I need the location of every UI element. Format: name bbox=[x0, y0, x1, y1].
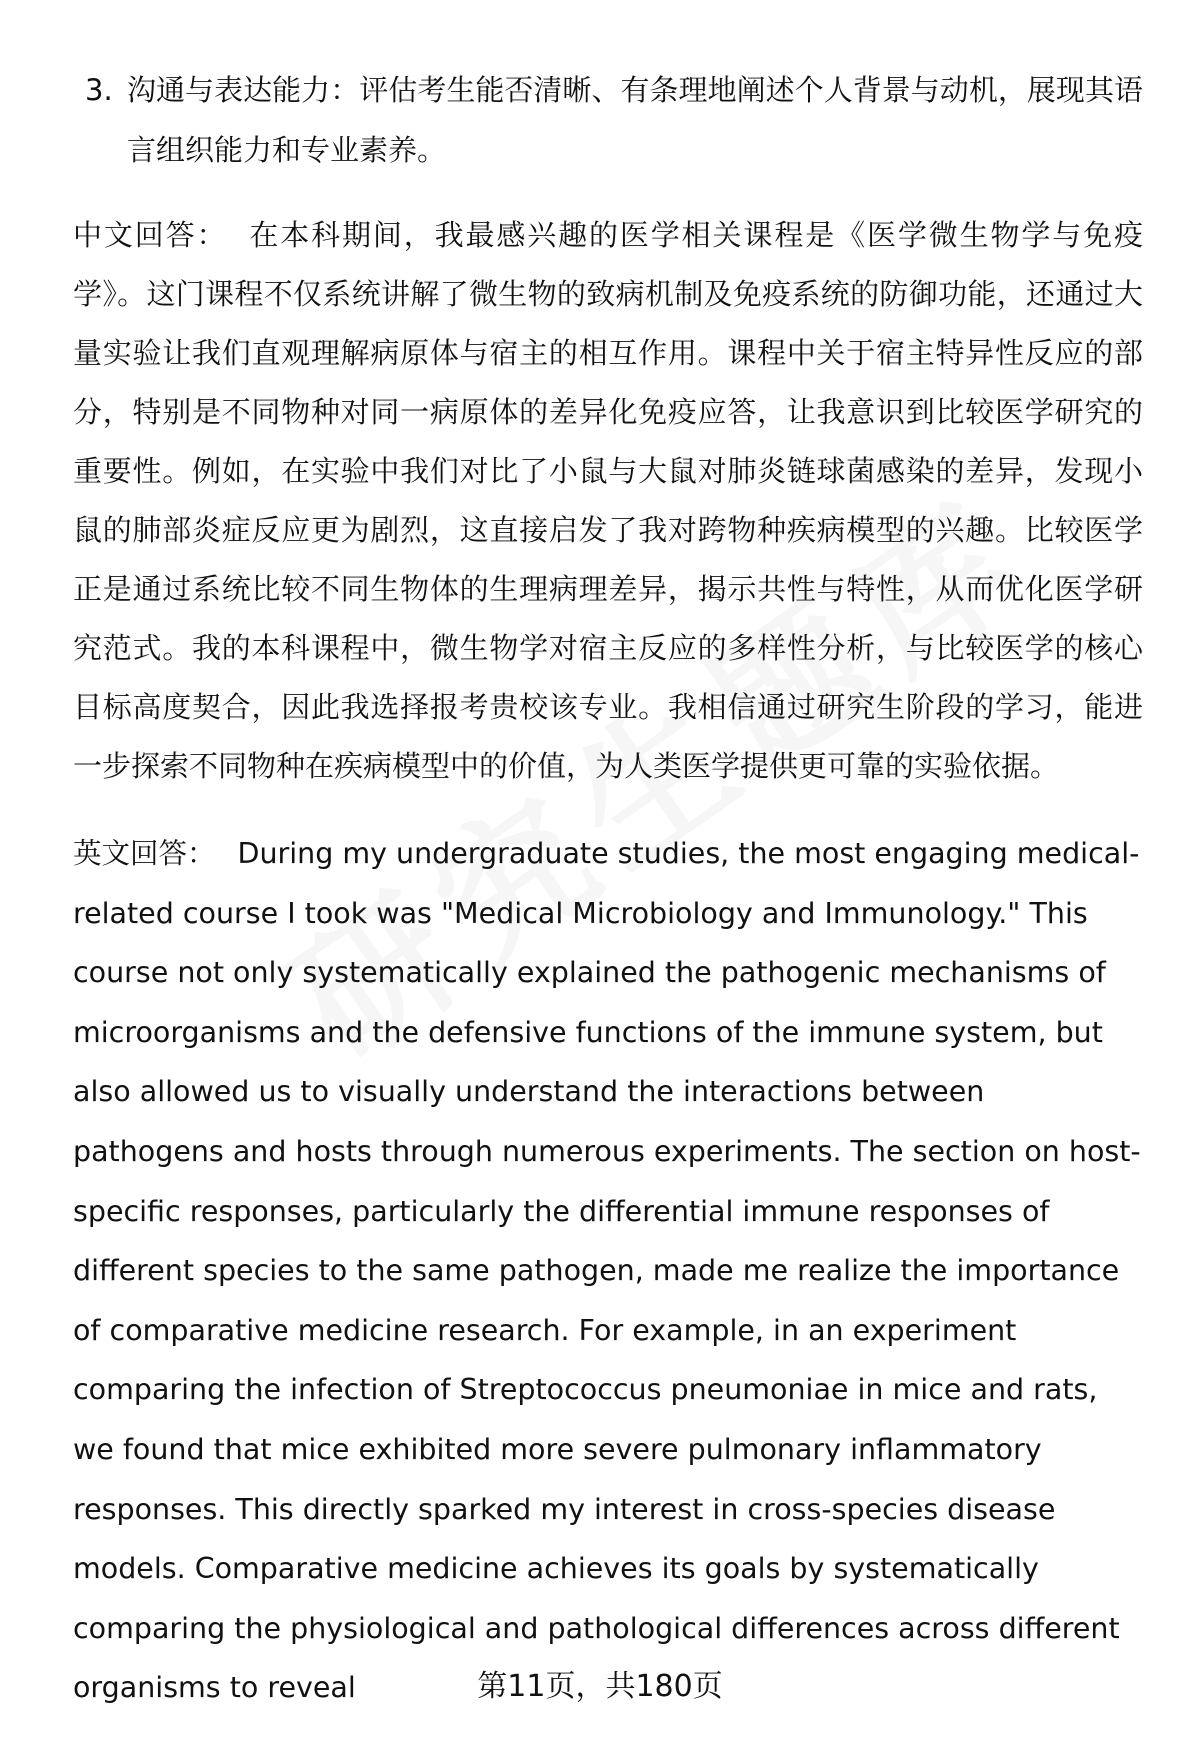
page-content bbox=[73, 60, 1143, 1718]
chinese-answer-text: 在本科期间，我最感兴趣的医学相关课程是《医学微生物学与免疫学》。这门课程不仅系统讲解了微生物的致病机制及免疫系统的防御功能，还通过大量实验让我们直观理解病原体与宿主的相互作用。课程中关于宿主特异性反应的部分，特别是不同物种对同一病原体的差异化免疫应答，让我意识到比较医学研究的重要性。例如，在实验中我们对比了小鼠与大鼠对肺炎链球菌感染的差异，发现小鼠的肺部炎症反应更为剧烈，这直接启发了我对跨物种疾病模型的兴趣。比较医学正是通过系统比较不同生物体的生理病理差异，揭示共性与特性，从而优化医学研究范式。我的本科课程中，微生物学对宿主反应的多样性分析，与比较医学的核心目标高度契合，因此我选择报考贵校该专业。我相信通过研究生阶段的学习，能进一步探索不同物种在疾病模型中的价值，为人类医学提供更可靠的实验依据。 bbox=[73, 218, 1143, 783]
english-answer-text: During my undergraduate studies, the most engaging medical-related course I took was "Medical Microbiology and Immunology." This course not only systematically explained the pathogenic mechanisms of microorganisms and the defensive functions of the immune system, but also allowed us to visually understand the interactions between pathogens and hosts through numerous experiments. The section on host-specific responses, particularly the differential immune responses of different species to the same pathogen, made me realize the importance of comparative medicine research. For example, in an experiment comparing the infection of Streptococcus pneumoniae in mice and rats, we found that mice exhibited more severe pulmonary inflammatory responses. This directly sparked my interest in cross-species disease models. Comparative medicine achieves its goals by systematically comparing the physiological and pathological differences across different organisms to reveal bbox=[73, 837, 1141, 1705]
english-answer-label: 英文回答： bbox=[73, 837, 216, 870]
page-number: 第11页，共180页 bbox=[477, 1669, 723, 1704]
list-item-text: 沟通与表达能力：评估考生能否清晰、有条理地阐述个人背景与动机，展现其语言组织能力和专业素养。 bbox=[127, 73, 1143, 167]
english-answer-paragraph bbox=[73, 824, 1143, 1718]
page-footer bbox=[0, 1667, 1200, 1707]
list-number: 3. bbox=[85, 73, 113, 107]
chinese-answer-label: 中文回答： bbox=[73, 218, 228, 252]
list-item-3 bbox=[73, 60, 1143, 180]
chinese-answer-paragraph bbox=[73, 206, 1143, 796]
